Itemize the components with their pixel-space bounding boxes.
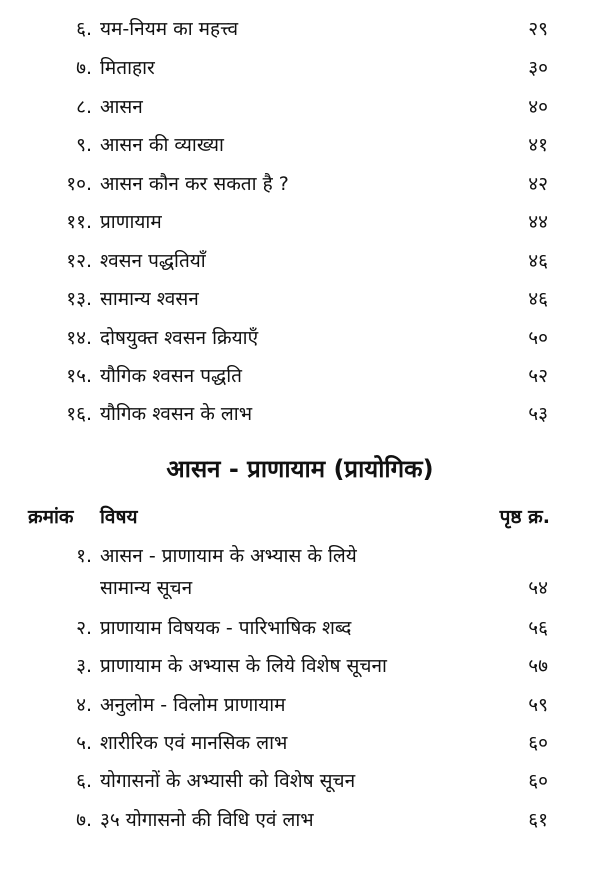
toc-row [0, 360, 600, 392]
toc-title: आसन कौन कर सकता है ? [100, 173, 289, 195]
toc-title: सामान्य श्वसन [100, 288, 199, 310]
toc-page: २९ [528, 18, 548, 40]
toc-row [0, 283, 600, 315]
toc-title: योगासनों के अभ्यासी को विशेष सूचन [100, 770, 356, 792]
column-header-page: पृष्ठ क्र. [499, 506, 550, 528]
toc-page: ५२ [528, 365, 548, 387]
toc-page: ५३ [528, 403, 548, 425]
toc-title: प्राणायाम विषयक - पारिभाषिक शब्द [100, 617, 352, 639]
toc-number: १६. [66, 403, 92, 425]
toc-row [0, 129, 600, 161]
toc-title: आसन - प्राणायाम के अभ्यास के लिये [100, 545, 357, 567]
toc-page: ६१ [528, 809, 548, 831]
toc-number: १३. [66, 288, 92, 310]
toc-title: यम-नियम का महत्त्व [100, 18, 239, 40]
toc-row [0, 650, 600, 682]
toc-page: ४४ [528, 211, 548, 233]
toc-title: दोषयुक्त श्वसन क्रियाएँ [100, 327, 259, 349]
column-header-subject: विषय [100, 506, 138, 528]
toc-page: ५७ [528, 655, 548, 677]
toc-number: १. [76, 545, 92, 567]
toc-title: प्राणायाम [100, 211, 162, 233]
toc-row [0, 804, 600, 836]
toc-title: प्राणायाम के अभ्यास के लिये विशेष सूचना [100, 655, 387, 677]
toc-page: ३० [528, 57, 548, 79]
toc-page: ४६ [528, 288, 548, 310]
toc-title: आसन की व्याख्या [100, 134, 224, 156]
toc-row [0, 52, 600, 84]
toc-number: ७. [76, 57, 92, 79]
toc-title: शारीरिक एवं मानसिक लाभ [100, 732, 288, 754]
toc-row [0, 206, 600, 238]
toc-row [0, 168, 600, 200]
toc-number: ७. [76, 809, 92, 831]
toc-number: १४. [66, 327, 92, 349]
toc-page: ५९ [528, 694, 548, 716]
toc-number: ८. [76, 96, 92, 118]
toc-title: श्वसन पद्धतियाँ [100, 250, 206, 272]
toc-page: ५० [528, 327, 548, 349]
toc-row [0, 91, 600, 123]
toc-row [0, 398, 600, 430]
toc-row [0, 245, 600, 277]
toc-page: ५६ [528, 617, 548, 639]
toc-row [0, 727, 600, 759]
toc-title: आसन [100, 96, 143, 118]
toc-number: ४. [76, 694, 92, 716]
toc-number: ६. [76, 18, 92, 40]
toc-row [0, 689, 600, 721]
toc-number: १५. [66, 365, 92, 387]
toc-number: ३. [76, 655, 92, 677]
toc-page: ६० [528, 770, 548, 792]
toc-title-continued: सामान्य सूचन [100, 577, 193, 599]
toc-number: ५. [76, 732, 92, 754]
toc-number: १२. [66, 250, 92, 272]
toc-row [0, 612, 600, 644]
column-header-serial: क्रमांक [28, 506, 74, 528]
toc-title: मिताहार [100, 57, 155, 79]
toc-title: यौगिक श्वसन के लाभ [100, 403, 253, 425]
toc-number: ६. [76, 770, 92, 792]
toc-number: ११. [66, 211, 92, 233]
toc-number: २. [76, 617, 92, 639]
toc-number: १०. [66, 173, 92, 195]
toc-page: ६० [528, 732, 548, 754]
toc-title: ३५ योगासनो की विधि एवं लाभ [100, 809, 314, 831]
toc-row [0, 765, 600, 797]
toc-row [0, 13, 600, 45]
toc-page: ४२ [528, 173, 548, 195]
toc-row [0, 540, 600, 604]
toc-title: अनुलोम - विलोम प्राणायाम [100, 694, 286, 716]
toc-page: ४१ [528, 134, 548, 156]
toc-title: यौगिक श्वसन पद्धति [100, 365, 242, 387]
toc-page: ४६ [528, 250, 548, 272]
section-heading: आसन - प्राणायाम (प्रायोगिक) [166, 455, 434, 483]
toc-page: ५४ [528, 577, 548, 599]
toc-number: ९. [76, 134, 92, 156]
toc-row [0, 322, 600, 354]
toc-page: ४० [528, 96, 548, 118]
